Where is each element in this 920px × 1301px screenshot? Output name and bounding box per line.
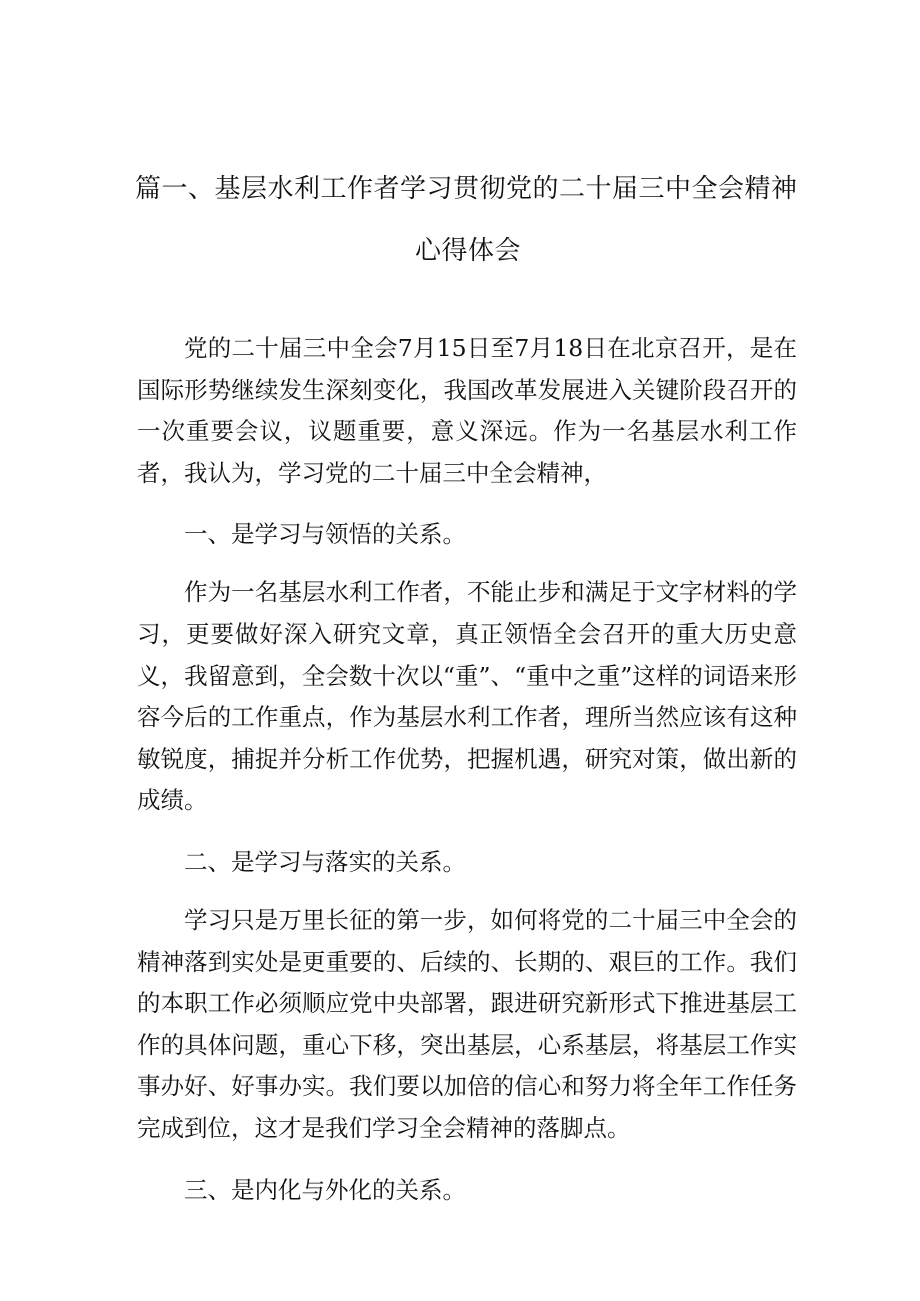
section-paragraph-2: 学习只是万里长征的第一步，如何将党的二十届三中全会的精神落到实处是更重要的、后续的、长期的、艰巨的工作。我们的本职工作必须顺应党中央部署，跟进研究新形式下推进基层工作的具体问题，重心下移，突出基层，心系基层，将基层工作实事办好、好事办实。我们要以加倍的信心和努力将全年工作任务完成到位，这才是我们学习全会精神的落脚点。: [137, 905, 797, 1142]
document-title-line-2: 心得体会: [415, 236, 522, 266]
section-heading-3: 三、是内化与外化的关系。: [184, 1175, 466, 1204]
section-paragraph-1: 作为一名基层水利工作者，不能止步和满足于文字材料的学习，更要做好深入研究文章，真正领悟全会召开的重大历史意义，我留意到，全会数十次以“重”、“重中之重”这样的词语来形容今后的工作重点，作为基层水利工作者，理所当然应该有这种敏锐度，捕捉并分析工作优势，把握机遇，研究对策，做出新的成绩。: [137, 578, 797, 815]
document-body: [137, 328, 797, 1212]
document-title-line-1: 篇一、基层水利工作者学习贯彻党的二十届三中全会精神: [135, 174, 798, 204]
intro-paragraph: 党的二十届三中全会7月15日至7月18日在北京召开，是在国际形势继续发生深刻变化，我国改革发展进入关键阶段召开的一次重要会议，议题重要，意义深远。作为一名基层水利工作者，我认为，学习党的二十届三中全会精神，: [137, 334, 797, 487]
section-heading-1: 一、是学习与领悟的关系。: [184, 520, 466, 549]
section-heading-2: 二、是学习与落实的关系。: [184, 847, 466, 876]
